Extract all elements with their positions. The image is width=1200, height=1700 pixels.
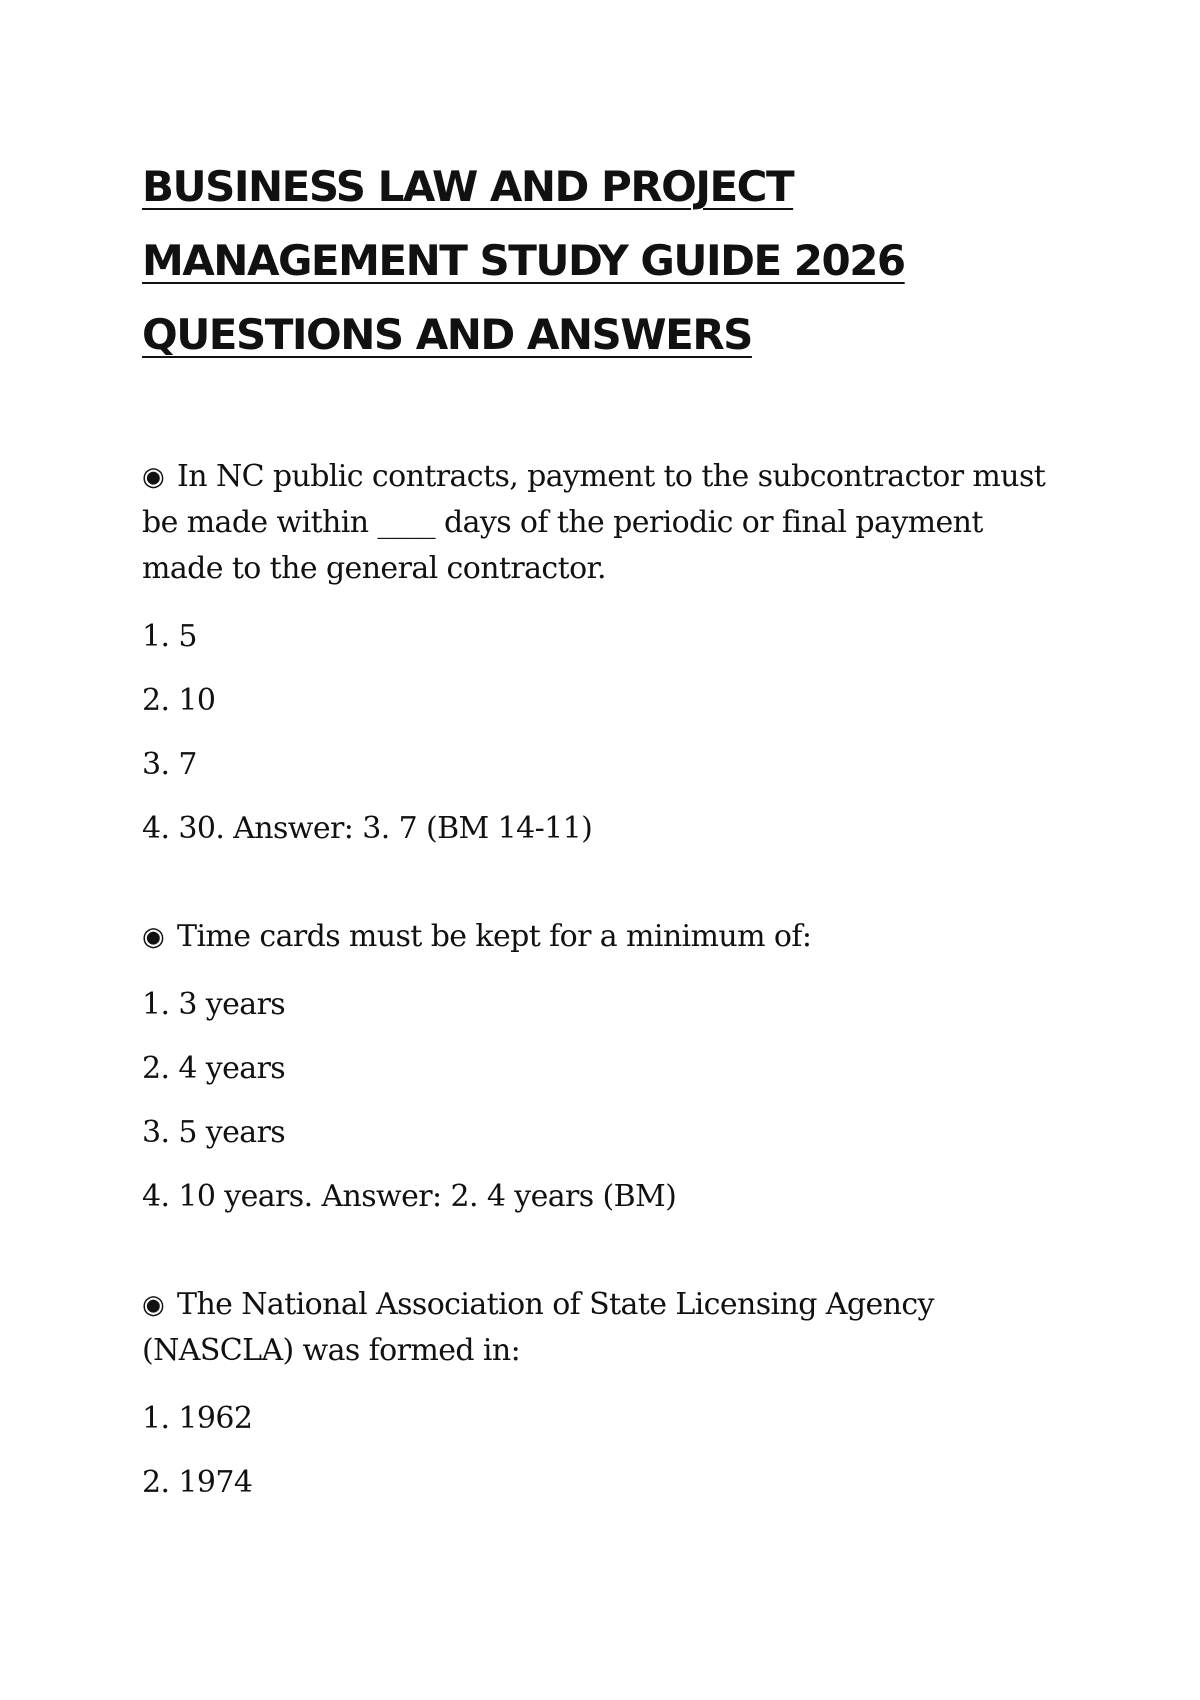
answer-option: 1. 5 [142, 619, 197, 654]
answer-option: 2. 10 [142, 683, 216, 718]
question-prompt: In NC public contracts, payment to the subcontractor must be made within ____ days of the periodic or final payment made to the general contractor. [142, 459, 1046, 586]
answer-option: 4. 30. Answer: 3. 7 (BM 14-11) [142, 811, 593, 846]
question-text [142, 914, 1072, 960]
document-title: BUSINESS LAW AND PROJECT MANAGEMENT STUDY GUIDE 2026 QUESTIONS AND ANSWERS [142, 162, 905, 359]
question-text [142, 454, 1072, 592]
answer-option: 3. 7 [142, 747, 197, 782]
question-prompt: Time cards must be kept for a minimum of: [177, 919, 812, 954]
question-block [142, 914, 1072, 1220]
question-block [142, 454, 1072, 852]
radio-bullet-icon: ◉ [142, 462, 165, 492]
answer-option: 3. 5 years [142, 1115, 286, 1150]
answer-option: 4. 10 years. Answer: 2. 4 years (BM) [142, 1179, 677, 1214]
question-prompt: The National Association of State Licensing Agency (NASCLA) was formed in: [142, 1287, 934, 1368]
answer-option: 2. 1974 [142, 1465, 253, 1500]
answer-option: 1. 1962 [142, 1401, 253, 1436]
question-block [142, 1282, 1072, 1506]
radio-bullet-icon: ◉ [142, 1290, 165, 1320]
question-text [142, 1282, 1072, 1374]
document-page [142, 150, 1072, 1568]
answer-option: 2. 4 years [142, 1051, 286, 1086]
radio-bullet-icon: ◉ [142, 922, 165, 952]
answer-option: 1. 3 years [142, 987, 286, 1022]
